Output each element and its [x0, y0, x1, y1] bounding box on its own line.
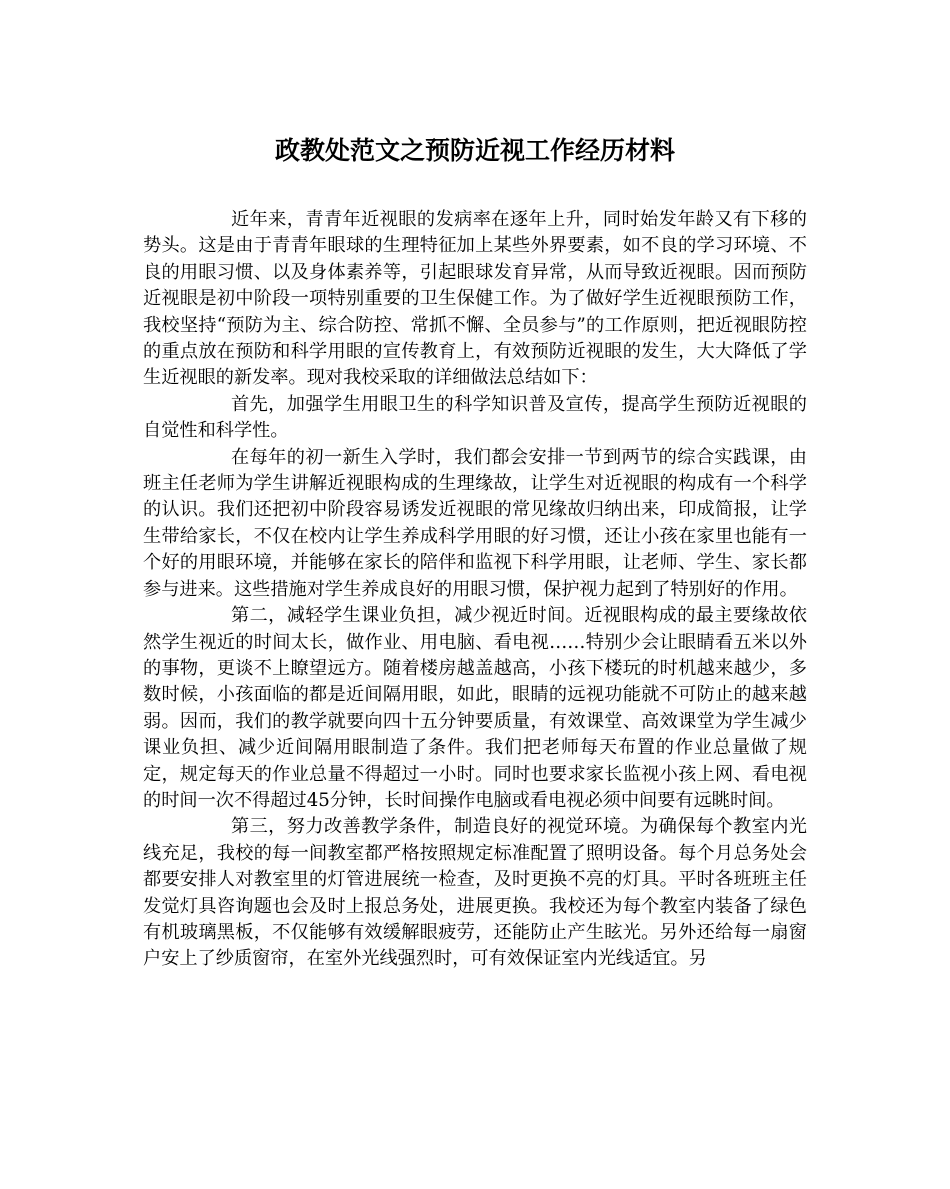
paragraph-first-measure-detail: 在每年的初一新生入学时，我们都会安排一节到两节的综合实践课，由班主任老师为学生讲解近视眼构成的生理缘故，让学生对近视眼的构成有一个科学的认识。我们还把初中阶段容易诱发近视眼的常见缘故归纳出来，印成简报，让学生带给家长，不仅在校内让学生养成科学用眼的好习惯，还让小孩在家里也能有一个好的用眼环境，并能够在家长的陪伴和监视下科学用眼，让老师、学生、家长都参与进来。这些措施对学生养成良好的用眼习惯，保护视力起到了特别好的作用。 — [143, 446, 807, 600]
paragraph-third-measure: 第三，努力改善教学条件，制造良好的视觉环境。为确保每个教室内光线充足，我校的每一间教室都严格按照规定标准配置了照明设备。每个月总务处会都要安排人对教室里的灯管进展统一检查，及时更换不亮的灯具。平时各班班主任发觉灯具咨询题也会及时上报总务处，进展更换。我校还为每个教室内装备了绿色有机玻璃黑板，不仅能够有效缓解眼疲劳，还能防止产生眩光。另外还给每一扇窗户安上了纱质窗帘，在室外光线强烈时，可有效保证室内光线适宜。另 — [143, 816, 807, 970]
paragraph-first-measure: 首先，加强学生用眼卫生的科学知识普及宣传，提高学生预防近视眼的自觉性和科学性。 — [143, 393, 807, 442]
paragraph-second-measure: 第二，减轻学生课业负担，减少视近时间。近视眼构成的最主要缘故依然学生视近的时间太长，做作业、用电脑、看电视……特别少会让眼睛看五米以外的事物，更谈不上瞭望远方。随着楼房越盖越高，小孩下楼玩的时机越来越少，多数时候，小孩面临的都是近间隔用眼，如此，眼睛的远视功能就不可防止的越来越弱。因而，我们的教学就要向四十五分钟要质量，有效课堂、高效课堂为学生减少课业负担、减少近间隔用眼制造了条件。我们把老师每天布置的作业总量做了规定，规定每天的作业总量不得超过一小时。同时也要求家长监视小孩上网、看电视的时间一次不得超过45分钟，长时间操作电脑或看电视必须中间要有远眺时间。 — [143, 605, 807, 811]
document-title: 政教处范文之预防近视工作经历材料 — [274, 136, 675, 165]
paragraph-intro: 近年来，青青年近视眼的发病率在逐年上升，同时始发年龄又有下移的势头。这是由于青青年眼球的生理特征加上某些外界要素，如不良的学习环境、不良的用眼习惯、以及身体素养等，引起眼球发育异常，从而导致近视眼。因而预防近视眼是初中阶段一项特别重要的卫生保健工作。为了做好学生近视眼预防工作，我校坚持“预防为主、综合防控、常抓不懈、全员参与”的工作原则，把近视眼防控的重点放在预防和科学用眼的宣传教育上，有效预防近视眼的发生，大大降低了学生近视眼的新发率。现对我校采取的详细做法总结如下： — [143, 209, 807, 389]
document-body — [143, 207, 807, 973]
